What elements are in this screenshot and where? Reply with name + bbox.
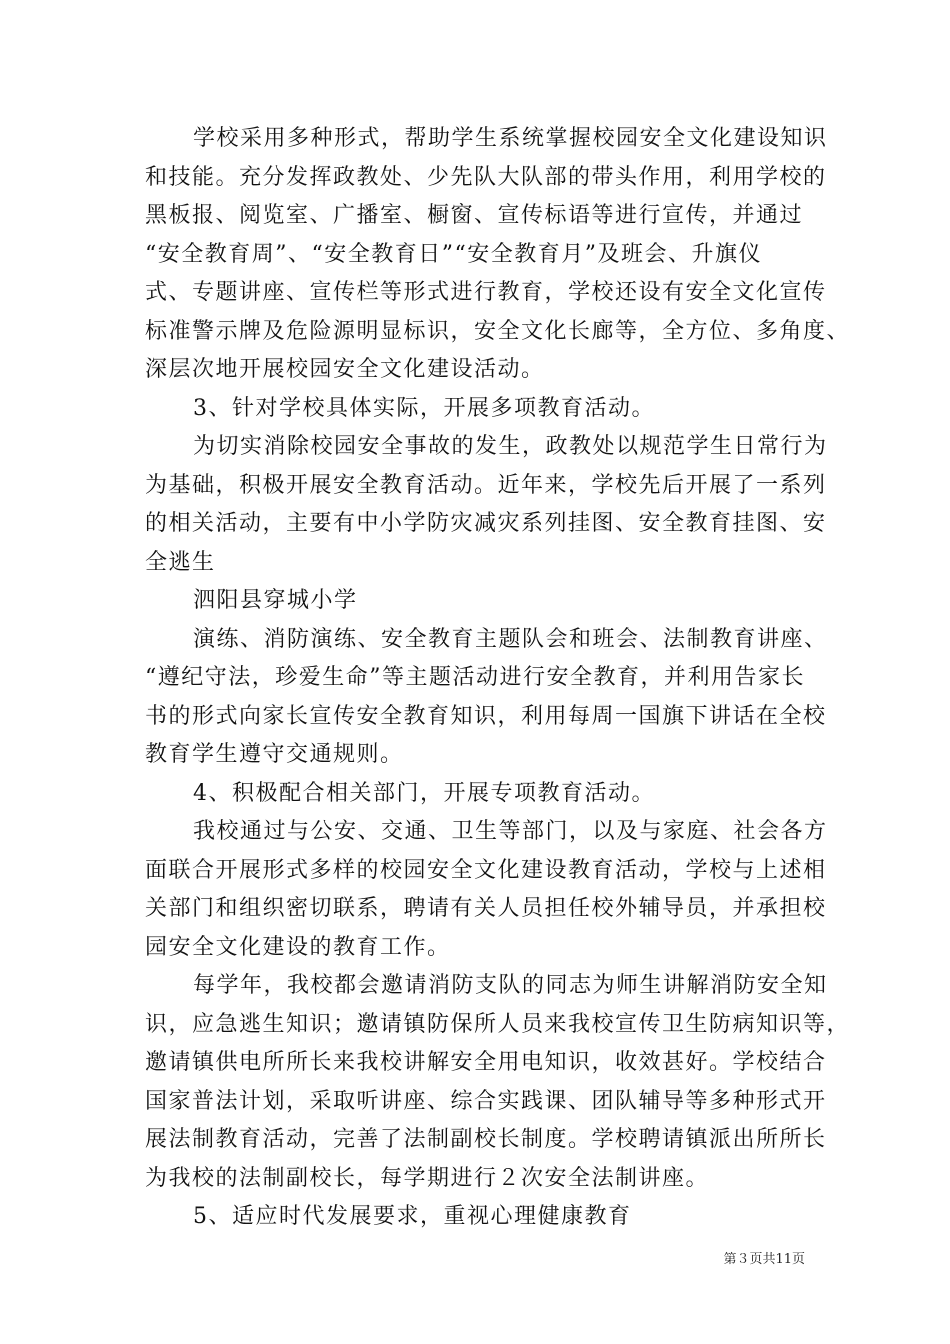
text-line: 为切实消除校园安全事故的发生，政教处以规范学生日常行为	[193, 434, 828, 459]
paragraph	[145, 582, 815, 621]
text-line: 泗阳县穿城小学	[193, 588, 358, 613]
text-line: “安全教育周”、“安全教育日”“安全教育月”及班会、升旗仪	[145, 241, 762, 267]
paragraph	[145, 813, 828, 967]
paragraph	[145, 390, 815, 429]
paragraph	[145, 621, 828, 775]
page-number: 第３页共11页	[723, 1252, 805, 1267]
text-line: 深层次地开展校园安全文化建设活动。	[145, 357, 545, 382]
text-line: 邀请镇供电所所长来我校讲解安全用电知识，收效甚好。学校结合	[145, 1050, 827, 1075]
text-line: 全逃生	[145, 549, 216, 575]
text-line: 书的形式向家长宣传安全教育知识，利用每周一国旗下讲话在全校	[145, 703, 827, 729]
text-line: 园安全文化建设的教育工作。	[145, 934, 451, 960]
paragraph	[145, 967, 851, 1198]
text-line: “遵纪守法，珍爱生命”等主题活动进行安全教育，并利用告家长	[145, 665, 805, 690]
paragraph	[145, 775, 815, 814]
text-line: 识，应急逃生知识；邀请镇防保所人员来我校宣传卫生防病知识等，	[145, 1011, 851, 1037]
text-line: 国家普法计划，采取听讲座、综合实践课、团队辅导等多种形式开	[145, 1088, 827, 1114]
text-line: 的相关活动，主要有中小学防灾减灾系列挂图、安全教育挂图、安	[145, 511, 827, 536]
text-line: 为基础，积极开展安全教育活动。近年来，学校先后开展了一系列	[145, 472, 827, 498]
text-line: 展法制教育活动，完善了法制副校长制度。学校聘请镇派出所所长	[145, 1127, 827, 1152]
text-line: 我校通过与公安、交通、卫生等部门，以及与家庭、社会各方	[193, 819, 828, 844]
text-line: 3、针对学校具体实际，开展多项教育活动。	[193, 395, 655, 421]
text-line: 5、适应时代发展要求，重视心理健康教育	[193, 1204, 632, 1229]
text-line: 和技能。充分发挥政教处、少先队大队部的带头作用，利用学校的	[145, 164, 827, 190]
text-line: 黑板报、阅览室、广播室、橱窗、宣传标语等进行宣传，并通过	[145, 203, 804, 228]
paragraph	[145, 428, 828, 582]
paragraph	[145, 120, 851, 390]
paragraph	[145, 1198, 815, 1237]
text-line: 学校采用多种形式，帮助学生系统掌握校园安全文化建设知识	[193, 126, 828, 151]
text-line: 为我校的法制副校长，每学期进行２次安全法制讲座。	[145, 1165, 710, 1191]
text-line: 式、专题讲座、宣传栏等形式进行教育，学校还设有安全文化宣传	[145, 280, 827, 305]
document-body	[145, 120, 851, 1237]
text-line: 面联合开展形式多样的校园安全文化建设教育活动，学校与上述相	[145, 857, 827, 883]
text-line: 关部门和组织密切联系，聘请有关人员担任校外辅导员，并承担校	[145, 896, 827, 921]
text-line: 每学年，我校都会邀请消防支队的同志为师生讲解消防安全知	[193, 973, 828, 998]
text-line: 教育学生遵守交通规则。	[145, 742, 404, 767]
text-line: 演练、消防演练、安全教育主题队会和班会、法制教育讲座、	[193, 626, 828, 652]
text-line: 4、积极配合相关部门，开展专项教育活动。	[193, 780, 655, 806]
text-line: 标准警示牌及危险源明显标识，安全文化长廊等，全方位、多角度、	[145, 318, 851, 344]
